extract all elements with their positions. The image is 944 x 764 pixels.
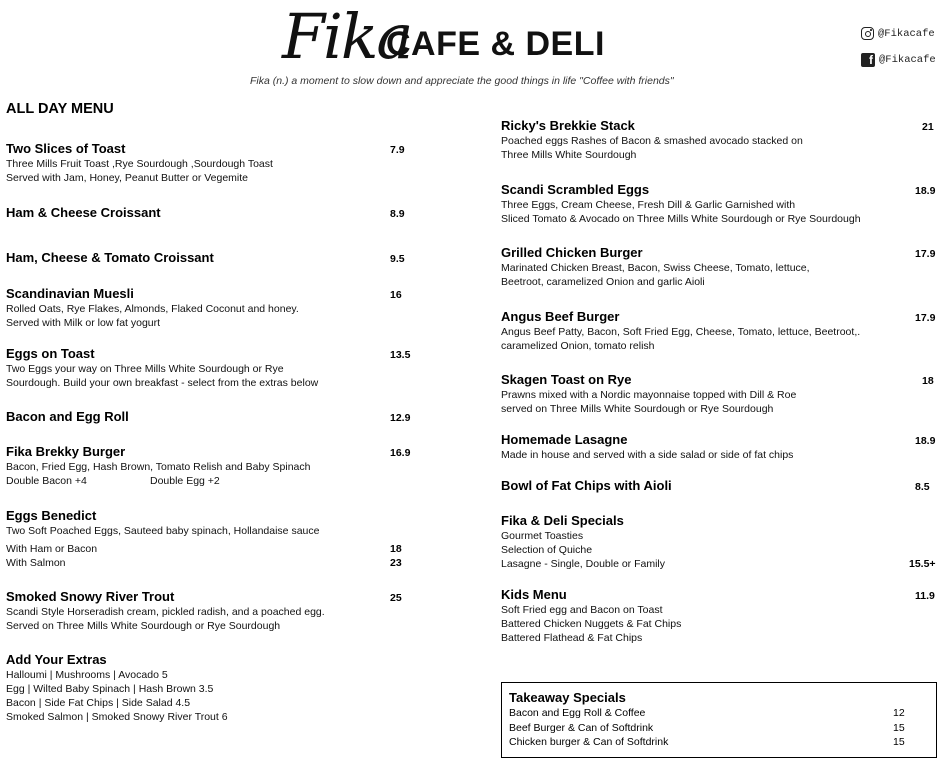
item-desc: Angus Beef Patty, Bacon, Soft Fried Egg, Cheese, Tomato, lettuce, Beetroot,. [501, 326, 861, 338]
item-option: With Ham or Bacon [6, 543, 98, 555]
item-desc: Beetroot, caramelized Onion and garlic Aioli [501, 276, 705, 288]
item-price: 25 [390, 592, 402, 604]
item-price: 15.5+ [909, 558, 936, 570]
extras-line: Smoked Salmon | Smoked Snowy River Trout 6 [6, 711, 228, 723]
takeaway-row-label: Bacon and Egg Roll & Coffee [509, 707, 646, 719]
item-option: With Salmon [6, 557, 66, 569]
takeaway-row-price: 12 [893, 707, 905, 719]
menu-item-tomato-croissant [6, 250, 214, 266]
takeaway-row-price: 15 [893, 722, 905, 734]
item-desc: Bacon, Fried Egg, Hash Brown, Tomato Relish and Baby Spinach [6, 461, 311, 473]
item-name: Two Slices of Toast [6, 141, 126, 156]
item-price: 11.9 [915, 590, 935, 602]
item-name: Eggs on Toast [6, 346, 95, 361]
item-name: Bowl of Fat Chips with Aioli [501, 478, 672, 493]
item-price: 16 [390, 289, 402, 301]
kids-line: Battered Flathead & Fat Chips [501, 632, 643, 644]
takeaway-row-label: Beef Burger & Can of Softdrink [509, 722, 654, 734]
item-desc: Rolled Oats, Rye Flakes, Almonds, Flaked Coconut and honey. [6, 303, 299, 315]
kids-line: Soft Fried egg and Bacon on Toast [501, 604, 663, 616]
item-extra: Double Bacon +4 [6, 475, 87, 487]
menu-item-brekky-burger [6, 444, 310, 488]
tagline: Fika (n.) a moment to slow down and appreciate the good things in life "Coffee with friends" [250, 75, 674, 87]
item-desc: served on Three Mills White Sourdough or Rye Sourdough [501, 403, 774, 415]
specials-line: Lasagne - Single, Double or Family [501, 558, 666, 570]
item-name: Ricky's Brekkie Stack [501, 118, 635, 133]
menu-item-ricky-brekkie-stack [501, 118, 803, 162]
extras-line: Egg | Wilted Baby Spinach | Hash Brown 3.5 [6, 683, 214, 695]
takeaway-specials-box [501, 682, 937, 758]
item-price: 21 [922, 121, 934, 133]
item-desc: Scandi Style Horseradish cream, pickled radish, and a poached egg. [6, 606, 325, 618]
menu-item-fat-chips [501, 478, 672, 494]
specials-line: Gourmet Toasties [501, 530, 584, 542]
menu-item-eggs-on-toast [6, 346, 318, 390]
menu-item-chicken-burger [501, 245, 810, 289]
menu-item-extras [6, 652, 228, 724]
extras-line: Bacon | Side Fat Chips | Side Salad 4.5 [6, 697, 191, 709]
menu-item-toast [6, 141, 273, 185]
item-extra: Double Egg +2 [150, 475, 220, 487]
item-price: 12.9 [390, 412, 411, 424]
item-desc: Three Mills White Sourdough [501, 149, 637, 161]
logo-title: CAFE & DELI [386, 25, 605, 63]
item-price: 7.9 [390, 144, 405, 156]
item-desc: Served with Jam, Honey, Peanut Butter or Vegemite [6, 172, 249, 184]
item-desc: Two Eggs your way on Three Mills White Sourdough or Rye [6, 363, 284, 375]
item-name: Kids Menu [501, 587, 567, 602]
item-price: 18.9 [915, 435, 936, 447]
item-desc: caramelized Onion, tomato relish [501, 340, 655, 352]
item-desc: Two Soft Poached Eggs, Sauteed baby spinach, Hollandaise sauce [6, 525, 320, 537]
menu-item-scandi-eggs [501, 182, 861, 226]
item-name: Grilled Chicken Burger [501, 245, 643, 260]
specials-line: Selection of Quiche [501, 544, 593, 556]
menu-item-smoked-trout [6, 589, 325, 633]
menu-item-bacon-egg-roll [6, 409, 129, 425]
item-desc: Marinated Chicken Breast, Bacon, Swiss Cheese, Tomato, lettuce, [501, 262, 810, 274]
menu-item-skagen-toast [501, 372, 796, 416]
item-name: Add Your Extras [6, 652, 107, 667]
item-name: Ham, Cheese & Tomato Croissant [6, 250, 214, 265]
item-desc: Three Eggs, Cream Cheese, Fresh Dill & Garlic Garnished with [501, 199, 796, 211]
menu-item-eggs-benedict [6, 508, 319, 570]
item-price: 18 [922, 375, 934, 387]
item-price: 9.5 [390, 253, 405, 265]
item-name: Fika & Deli Specials [501, 513, 624, 528]
item-name: Eggs Benedict [6, 508, 97, 523]
item-desc: Poached eggs Rashes of Bacon & smashed avocado stacked on [501, 135, 803, 147]
facebook-handle: @Fikacafe [879, 54, 936, 66]
menu-item-kids-menu [501, 587, 681, 645]
menu-item-ham-croissant [6, 205, 161, 221]
item-name: Scandi Scrambled Eggs [501, 182, 650, 197]
item-name: Skagen Toast on Rye [501, 372, 632, 387]
menu-item-deli-specials [501, 513, 665, 571]
item-price: 18 [390, 543, 402, 555]
item-desc: Three Mills Fruit Toast ,Rye Sourdough ,Sourdough Toast [6, 158, 273, 170]
instagram-handle: @Fikacafe [878, 27, 935, 40]
item-price: 8.9 [390, 208, 405, 220]
menu-item-angus-burger [501, 309, 860, 353]
item-desc: Prawns mixed with a Nordic mayonnaise topped with Dill & Roe [501, 389, 797, 401]
item-price: 18.9 [915, 185, 936, 197]
facebook-icon: f [861, 53, 875, 67]
item-name: Smoked Snowy River Trout [6, 589, 175, 604]
item-name: Bacon and Egg Roll [6, 409, 129, 424]
kids-line: Battered Chicken Nuggets & Fat Chips [501, 618, 682, 630]
facebook-link[interactable] [861, 53, 936, 67]
item-name: Scandinavian Muesli [6, 286, 134, 301]
item-price: 8.5 [915, 481, 930, 493]
menu-item-lasagne [501, 432, 793, 462]
menu-title: ALL DAY MENU [6, 101, 114, 117]
item-price: 13.5 [390, 349, 411, 361]
item-desc: Made in house and served with a side salad or side of fat chips [501, 449, 794, 461]
item-desc: Sourdough. Build your own breakfast - select from the extras below [6, 377, 319, 389]
takeaway-row-label: Chicken burger & Can of Softdrink [509, 736, 669, 748]
item-price: 16.9 [390, 447, 411, 459]
takeaway-title: Takeaway Specials [509, 690, 626, 705]
menu-item-muesli [6, 286, 299, 330]
instagram-icon [861, 27, 874, 40]
item-desc: Served with Milk or low fat yogurt [6, 317, 161, 329]
item-desc: Sliced Tomato & Avocado on Three Mills White Sourdough or Rye Sourdough [501, 213, 861, 225]
extras-line: Halloumi | Mushrooms | Avocado 5 [6, 669, 168, 681]
item-name: Angus Beef Burger [501, 309, 620, 324]
item-desc: Served on Three Mills White Sourdough or Rye Sourdough [6, 620, 281, 632]
item-name: Ham & Cheese Croissant [6, 205, 161, 220]
logo-script: Fika [282, 0, 412, 73]
item-price: 17.9 [915, 312, 936, 324]
item-name: Fika Brekky Burger [6, 444, 126, 459]
instagram-link[interactable] [861, 27, 935, 40]
item-price: 17.9 [915, 248, 936, 260]
item-name: Homemade Lasagne [501, 432, 628, 447]
item-price: 23 [390, 557, 402, 569]
takeaway-row-price: 15 [893, 736, 905, 748]
